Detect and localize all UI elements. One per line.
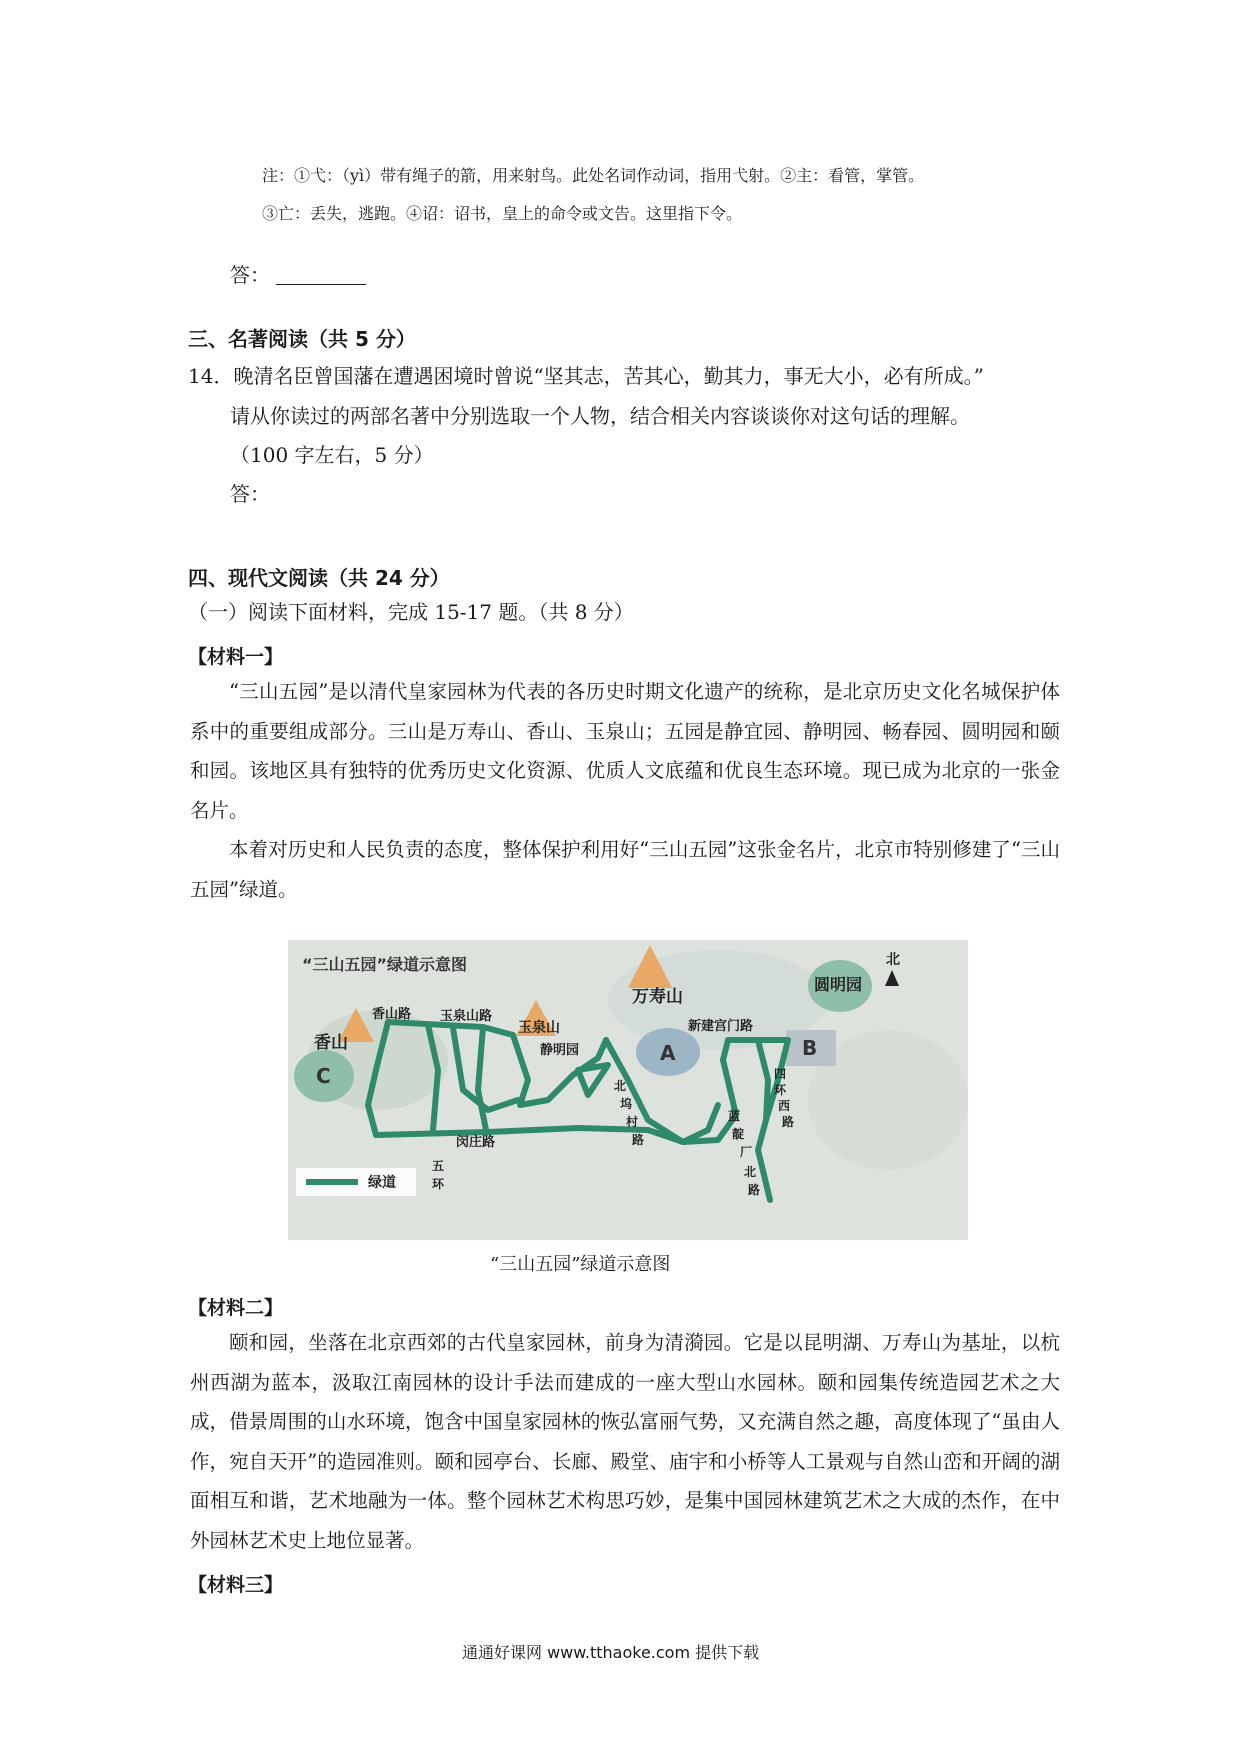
note-line-2: ③亡：丢失，逃跑。④诏：诏书，皇上的命令或文告。这里指下令。	[262, 204, 743, 223]
label-yuanmingyuan: 圆明园	[814, 975, 863, 994]
label-wuhuan: 五环	[432, 1159, 445, 1191]
north-label: 北	[886, 952, 900, 968]
material-2-title: 【材料二】	[188, 1297, 284, 1319]
label-wanshoushan: 万寿山	[632, 987, 683, 1007]
label-yuquanshan: 玉泉山	[518, 1020, 560, 1036]
label-jingmingyuan: 静明园	[540, 1043, 580, 1058]
material-1-title: 【材料一】	[188, 646, 284, 668]
page-footer: 通通好课网 www.tthaoke.com 提供下载	[462, 1643, 760, 1662]
label-xiangshan-road: 香山路	[372, 1007, 412, 1022]
label-beiwucun-road: 北坞村路	[614, 1079, 645, 1147]
material-1-body	[190, 672, 1060, 909]
material-2-body	[190, 1323, 1060, 1560]
answer-13	[230, 265, 366, 285]
answer-blank[interactable]	[276, 266, 366, 285]
material-1-paragraph-1: “三山五园”是以清代皇家园林为代表的各历史时期文化遗产的统称，是北京历史文化名城保护体系中的重要组成部分。三山是万寿山、香山、玉泉山；五园是静宜园、静明园、畅春园、圆明园和颐和园。该地区具有独特的优秀历史文化资源、优质人文底蕴和优良生态环境。现已成为北京的一张金名片。	[190, 680, 1060, 822]
label-c: C	[316, 1064, 331, 1088]
label-a: A	[660, 1041, 676, 1065]
label-minzhuang-road: 闵庄路	[456, 1135, 496, 1150]
section-4-sub-1: （一）阅读下面材料，完成 15-17 题。（共 8 分）	[188, 600, 634, 624]
label-yuquanshan-road: 玉泉山路	[440, 1009, 493, 1024]
legend-label: 绿道	[368, 1175, 396, 1191]
question-14-line-3: （100 字左右，5 分）	[230, 443, 434, 467]
material-3-title: 【材料三】	[188, 1574, 284, 1596]
question-14-line-1: 14．晚清名臣曾国藩在遭遇困境时曾说“坚其志，苦其心，勤其力，事无大小，必有所成。”	[188, 364, 984, 388]
label-b: B	[802, 1036, 818, 1060]
label-xinjian-gongmen-road: 新建宫门路	[688, 1019, 754, 1034]
greenway-map	[288, 940, 968, 1240]
section-4-heading: 四、现代文阅读（共 24 分）	[188, 566, 450, 590]
label-sihuan-road: 四环西路	[774, 1067, 795, 1129]
note-line-1: 注：①弋：（yì）带有绳子的箭，用来射鸟。此处名词作动词，指用弋射。②主：看管，掌管。	[262, 166, 925, 185]
answer-13-label: 答：	[230, 263, 270, 287]
label-landianchang-road: 蓝靛厂北路	[728, 1109, 761, 1197]
material-1-paragraph-2: 本着对历史和人民负责的态度，整体保护利用好“三山五园”这张金名片，北京市特别修建了“三山五园”绿道。	[190, 838, 1060, 901]
map-caption: “三山五园”绿道示意图	[490, 1254, 671, 1275]
map-title: “三山五园”绿道示意图	[302, 955, 468, 974]
label-xiangshan: 香山	[314, 1033, 348, 1053]
answer-14-label: 答：	[230, 482, 270, 506]
section-3-heading: 三、名著阅读（共 5 分）	[188, 327, 416, 351]
question-14-line-2: 请从你读过的两部名著中分别选取一个人物，结合相关内容谈谈你对这句话的理解。	[230, 404, 970, 428]
material-2-paragraph-1: 颐和园，坐落在北京西郊的古代皇家园林，前身为清漪园。它是以昆明湖、万寿山为基址，以杭州西湖为蓝本，汲取江南园林的设计手法而建成的一座大型山水园林。颐和园集传统造园艺术之大成，借景周围的山水环境，饱含中国皇家园林的恢弘富丽气势，又充满自然之趣，高度体现了“虽由人作，宛自天开”的造园准则。颐和园亭台、长廊、殿堂、庙宇和小桥等人工景观与自然山峦和开阔的湖面相互和谐，艺术地融为一体。整个园林艺术构思巧妙，是集中国园林建筑艺术之大成的杰作，在中外园林艺术史上地位显著。	[190, 1331, 1060, 1552]
